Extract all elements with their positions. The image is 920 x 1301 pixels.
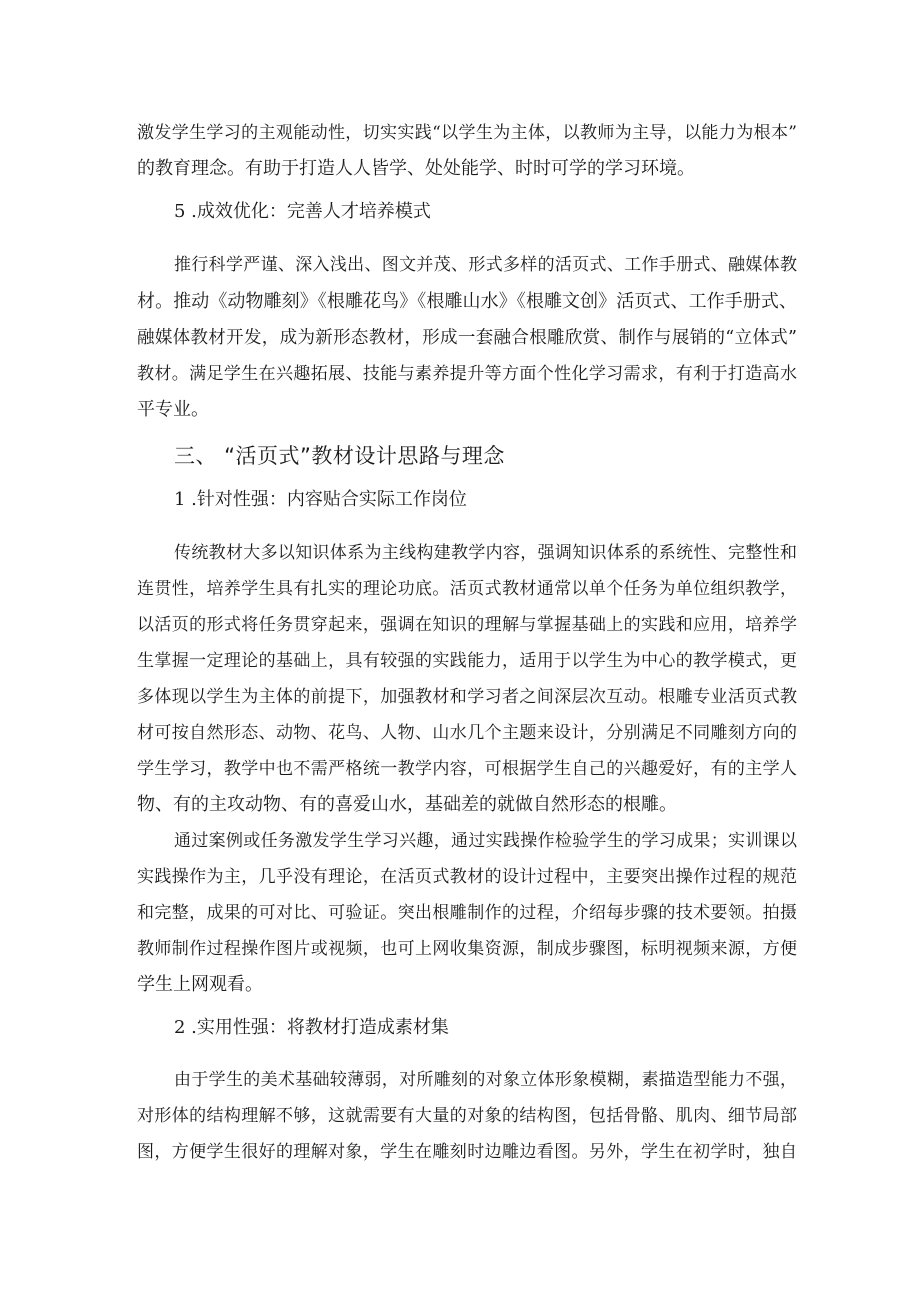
paragraph-line: 学生上网观看。 <box>137 974 263 995</box>
section-three-title: 三、 “活页式”教材设计思路与理念 <box>174 444 505 468</box>
paragraph-line: 通过案例或任务激发学生学习兴趣，通过实践操作检验学生的学习成果；实训课以 <box>174 831 797 851</box>
paragraph-line: 连贯性，培养学生具有扎实的理论功底。活页式教材通常以单个任务为单位组织教学， <box>137 579 797 599</box>
paragraph-line: 以活页的形式将任务贯穿起来，强调在知识的理解与掌握基础上的实践和应用，培养学 <box>137 615 797 635</box>
paragraph-line: 传统教材大多以知识体系为主线构建教学内容，强调知识体系的系统性、完整性和 <box>174 543 797 563</box>
paragraph-line: 对形体的结构理解不够，这就需要有大量的对象的结构图，包括骨骼、肌肉、细节局部 <box>137 1106 797 1126</box>
paragraph-line: 推行科学严谨、深入浅出、图文并茂、形式多样的活页式、工作手册式、融媒体教 <box>174 255 797 275</box>
paragraph-line: 多体现以学生为主体的前提下，加强教材和学习者之间深层次互动。根雕专业活页式教 <box>137 687 797 707</box>
paragraph-line: 和完整，成果的可对比、可验证。突出根雕制作的过程，介绍每步骤的技术要领。拍摄 <box>137 903 797 923</box>
paragraph-line: 由于学生的美术基础较薄弱，对所雕刻的对象立体形象模糊，素描造型能力不强， <box>174 1070 797 1090</box>
paragraph-line: 教材。满足学生在兴趣拓展、技能与素养提升等方面个性化学习需求，有利于打造高水 <box>137 364 797 384</box>
subheading-5: 5 .成效优化：完善人才培养模式 <box>174 201 431 222</box>
paragraph-line: 生掌握一定理论的基础上，具有较强的实践能力，适用于以学生为中心的教学模式，更 <box>137 651 797 671</box>
paragraph-line: 材。推动《动物雕刻》《根雕花鸟》《根雕山水》《根雕文创》活页式、工作手册式、 <box>137 291 797 312</box>
paragraph-line: 融媒体教材开发，成为新形态教材，形成一套融合根雕欣赏、制作与展销的“立体式” <box>137 328 797 348</box>
paragraph-line: 实践操作为主，几乎没有理论，在活页式教材的设计过程中，主要突出操作过程的规范 <box>137 867 797 887</box>
paragraph-line: 图，方便学生很好的理解对象，学生在雕刻时边雕边看图。另外，学生在初学时，独自 <box>137 1142 797 1162</box>
paragraph-line: 学生学习，教学中也不需严格统一教学内容，可根据学生自己的兴趣爱好，有的主学人 <box>137 759 797 779</box>
subheading-2: 2 .实用性强：将教材打造成素材集 <box>174 1017 449 1038</box>
subheading-1: 1 .针对性强：内容贴合实际工作岗位 <box>174 489 467 510</box>
paragraph-line: 物、有的主攻动物、有的喜爱山水，基础差的就做自然形态的根雕。 <box>137 794 677 815</box>
paragraph-line: 平专业。 <box>137 399 209 420</box>
paragraph-line: 材可按自然形态、动物、花鸟、人物、山水几个主题来设计，分别满足不同雕刻方向的 <box>137 723 797 743</box>
paragraph-line: 教师制作过程操作图片或视频，也可上网收集资源，制成步骤图，标明视频来源，方便 <box>137 939 797 959</box>
paragraph-line: 的教育理念。有助于打造人人皆学、处处能学、时时可学的学习环境。 <box>137 158 695 179</box>
paragraph-line: 激发学生学习的主观能动性，切实实践“以学生为主体，以教师为主导，以能力为根本” <box>137 123 797 143</box>
